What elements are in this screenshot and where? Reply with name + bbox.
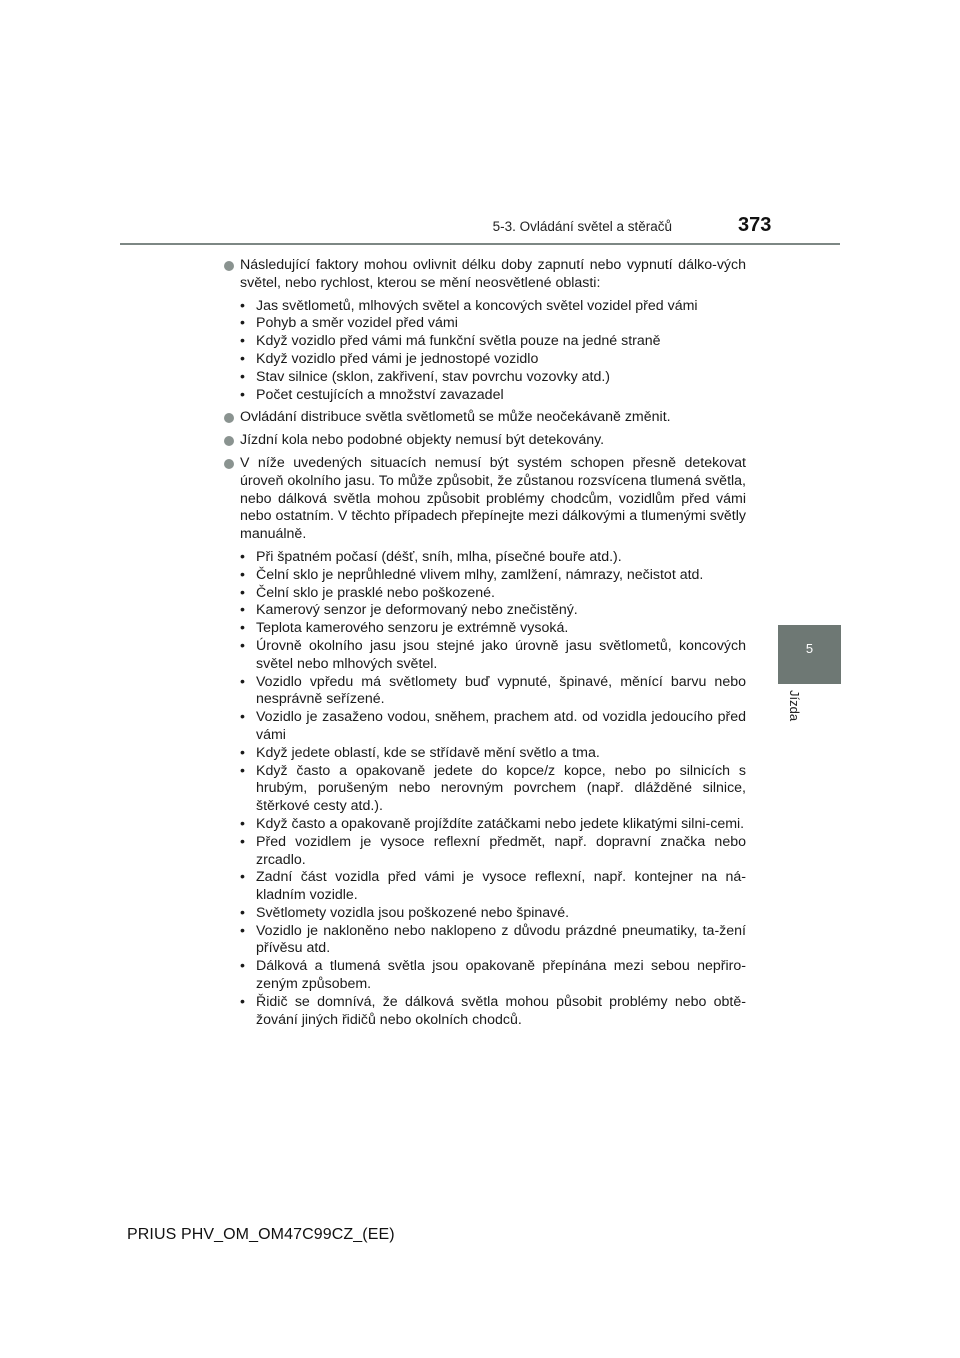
list-item-text: Úrovně okolního jasu jsou stejné jako úrovně jasu světlometů, koncových světel nebo mlhových světel. <box>256 637 746 672</box>
list-item <box>240 369 746 387</box>
list-item <box>240 709 746 745</box>
list-item <box>240 315 746 333</box>
list-item-text: Dálková a tlumená světla jsou opakovaně přepínána mezi sebou nepřiro-zeným způsobem. <box>256 958 746 993</box>
list-item-text: Počet cestujících a množství zavazadel <box>256 386 504 403</box>
list-item-text: Když vozidlo před vámi je jednostopé vozidlo <box>256 350 539 367</box>
list-item <box>240 549 746 567</box>
list-item <box>240 387 746 405</box>
bullet-mark: • <box>240 869 245 886</box>
bullet-mark: • <box>240 709 245 726</box>
list-item <box>240 620 746 638</box>
list-item <box>240 333 746 351</box>
bullet-mark: • <box>240 958 245 975</box>
list-item <box>240 763 746 816</box>
bullet-mark: • <box>240 762 245 779</box>
bullet-mark: • <box>240 815 245 832</box>
list-item-text: Vozidlo vpředu má světlomety buď vypnuté, špinavé, měnící barvu nebo nesprávně seřízené. <box>256 673 746 708</box>
list-item <box>240 567 746 585</box>
bullet-mark: • <box>240 350 245 367</box>
sub-list <box>224 549 746 1030</box>
list-item-text: Jas světlometů, mlhových světel a koncových světel vozidel před vámi <box>256 297 698 314</box>
list-item <box>240 602 746 620</box>
bullet-dot-icon <box>224 261 234 271</box>
bullet-mark: • <box>240 566 245 583</box>
page-content <box>224 257 746 1034</box>
list-item-text: Při špatném počasí (déšť, sníh, mlha, písečné bouře atd.). <box>256 548 622 565</box>
page-number: 373 <box>738 214 772 236</box>
bullet-mark: • <box>240 744 245 761</box>
list-item <box>240 905 746 923</box>
list-item-text: Když jedete oblastí, kde se střídavě mění světlo a tma. <box>256 744 600 761</box>
bullet-dot-icon <box>224 413 234 423</box>
list-item-text: Čelní sklo je prasklé nebo poškozené. <box>256 584 495 601</box>
sub-list <box>224 298 746 405</box>
list-item <box>240 674 746 710</box>
list-item-text: Když často a opakovaně projíždíte zatáčkami nebo jedete klikatými silni-cemi. <box>256 815 745 832</box>
list-item <box>240 745 746 763</box>
bullet-paragraph <box>224 432 746 450</box>
paragraph-text: Ovládání distribuce světla světlometů se může neočekávaně změnit. <box>240 409 671 426</box>
bullet-mark: • <box>240 386 245 403</box>
bullet-mark: • <box>240 333 245 350</box>
list-item-text: Řidič se domnívá, že dálková světla mohou působit problémy nebo obtě-žování jiných řidičů nebo okolních chodců. <box>256 993 746 1028</box>
list-item <box>240 958 746 994</box>
chapter-tab <box>778 625 841 684</box>
list-item-text: Teplota kamerového senzoru je extrémně vysoká. <box>256 620 569 637</box>
bullet-mark: • <box>240 620 245 637</box>
bullet-mark: • <box>240 368 245 385</box>
header-divider <box>120 243 840 245</box>
list-item-text: Když často a opakovaně jedete do kopce/z kopce, nebo po silnicích s hrubým, porušeným nebo nerovným povrchem (např. dlážděné silnice, štěrkové cesty atd.). <box>256 762 746 815</box>
chapter-label: Jízda <box>787 690 802 722</box>
list-item-text: Vozidlo je nakloněno nebo naklopeno z důvodu prázdné pneumatiky, ta-žení přívěsu atd. <box>256 922 746 957</box>
list-item <box>240 869 746 905</box>
bullet-mark: • <box>240 548 245 565</box>
bullet-mark: • <box>240 602 245 619</box>
bullet-mark: • <box>240 673 245 690</box>
bullet-mark: • <box>240 833 245 850</box>
list-item <box>240 834 746 870</box>
paragraph-text: Následující faktory mohou ovlivnit délku doby zapnutí nebo vypnutí dálko-vých světel, nebo rychlost, kterou se mění neosvětlené oblasti: <box>240 257 746 291</box>
bullet-mark: • <box>240 637 245 654</box>
bullet-mark: • <box>240 297 245 314</box>
chapter-number: 5 <box>805 641 814 656</box>
list-item <box>240 638 746 674</box>
document-code: PRIUS PHV_OM_OM47C99CZ_(EE) <box>127 1226 395 1243</box>
bullet-dot-icon <box>224 436 234 446</box>
list-item-text: Stav silnice (sklon, zakřivení, stav povrchu vozovky atd.) <box>256 368 611 385</box>
list-item-text: Když vozidlo před vámi má funkční světla pouze na jedné straně <box>256 333 661 350</box>
list-item <box>240 816 746 834</box>
bullet-paragraph <box>224 455 746 544</box>
list-item <box>240 994 746 1030</box>
bullet-mark: • <box>240 584 245 601</box>
list-item-text: Pohyb a směr vozidel před vámi <box>256 315 458 332</box>
bullet-dot-icon <box>224 459 234 469</box>
bullet-paragraph <box>224 409 746 427</box>
bullet-paragraph <box>224 257 746 293</box>
list-item-text: Zadní část vozidla před vámi je vysoce reflexní, např. kontejner na ná-kladním vozidle. <box>256 869 746 904</box>
list-item <box>240 585 746 603</box>
list-item-text: Před vozidlem je vysoce reflexní předmět, např. dopravní značka nebo zrcadlo. <box>256 833 746 868</box>
list-item <box>240 923 746 959</box>
list-item <box>240 351 746 369</box>
bullet-mark: • <box>240 993 245 1010</box>
list-item-text: Kamerový senzor je deformovaný nebo znečistěný. <box>256 602 578 619</box>
paragraph-text: Jízdní kola nebo podobné objekty nemusí být detekovány. <box>240 432 605 449</box>
list-item <box>240 298 746 316</box>
paragraph-text: V níže uvedených situacích nemusí být systém schopen přesně detekovat úroveň okolního jasu. To může způsobit, že zůstanou rozsvícena tlumená světla, nebo dálková světla mohou způsobit problémy chodcům, vozidlům před vámi nebo ostatním. V těchto případech přepínejte mezi dálkovými a tlumenými světly manuálně. <box>240 454 746 543</box>
bullet-mark: • <box>240 904 245 921</box>
bullet-mark: • <box>240 922 245 939</box>
list-item-text: Světlomety vozidla jsou poškozené nebo špinavé. <box>256 904 570 921</box>
list-item-text: Čelní sklo je neprůhledné vlivem mlhy, zamlžení, námrazy, nečistot atd. <box>256 566 704 583</box>
section-title: 5-3. Ovládání světel a stěračů <box>492 219 672 234</box>
list-item-text: Vozidlo je zasaženo vodou, sněhem, prachem atd. od vozidla jedoucího před vámi <box>256 709 746 743</box>
bullet-mark: • <box>240 315 245 332</box>
